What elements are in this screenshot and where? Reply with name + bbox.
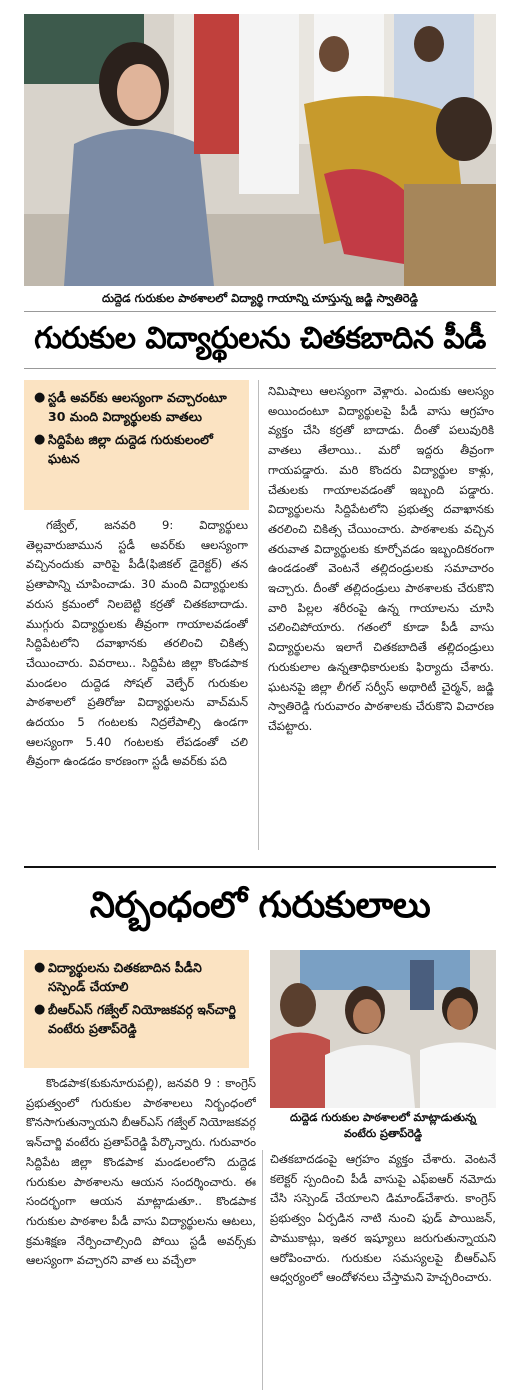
story2-photo (270, 950, 496, 1108)
highlight-item: ● స్టడీ అవర్‌కు ఆలస్యంగా వచ్చారంటూ 30 మంది విద్యార్థులకు వాతలు (34, 390, 227, 424)
headline-divider (24, 368, 496, 369)
story2-highlights-box (24, 950, 249, 1068)
bullet-icon: ● (34, 960, 46, 975)
highlight-item: ● బీఆర్ఎస్ గజ్వేల్ నియోజకవర్గ ఇన్‌చార్జి వంటేరు ప్రతాప్‌రెడ్డి (34, 1002, 236, 1036)
leader-visit-photo (270, 950, 496, 1108)
story1-body-left: గజ్వేల్, జనవరి 9: విద్యార్థులు తెల్లవారుజామున స్టడీ అవర్‌కు ఆలస్యంగా వచ్చినందుకు వారిపై పీడీ(ఫిజికల్ డైరెక్టర్) తన ప్రతాపాన్ని చూపించాడు. 30 మంది విద్యార్థులకు వరుస క్రమంలో నిలబెట్టి కర్రతో చితకబాదాడు. ముగ్గురు విద్యార్థులకు తీవ్రంగా గాయాలవడంతో సిద్దిపేటలోని దవాఖానకు తరలించి చికిత్స చేయించారు. వివరాలు.. సిద్దిపేట జిల్లా కొండపాక మండలం దుద్దెడ సోషల్ వెల్ఫేర్ గురుకుల పాఠశాలలో ప్రతిరోజు విద్యార్థులను వాచ్‌మన్ ఉదయం 5 గంటలకు నిద్రలేపాల్సి ఉండగా ఆలస్యంగా 5.40 గంటలకు లేపడంతో చలి తీవ్రంగా ఉండడం కారణంగా స్టడీ అవర్‌కు పది (26, 518, 248, 769)
section-divider (24, 866, 496, 868)
bullet-icon: ● (34, 390, 46, 405)
bullet-icon: ● (34, 432, 46, 447)
column-divider (258, 380, 259, 850)
bullet-icon: ● (34, 1002, 46, 1017)
story1-body-right: నిమిషాలు ఆలస్యంగా వెళ్లారు. ఎందుకు ఆలస్యం అయిందంటూ విద్యార్థులపై పీడీ వాసు ఆగ్రహం వ్యక్తం చేసి కర్రతో బాదాడు. దీంతో పలువురికి వాతలు తేలాయి.. మరో ఇద్దరు తీవ్రంగా గాయపడ్డారు. మరి కొందరు విద్యార్థుల కాళ్లు, చేతులకు గాయాలవడంతో ఇబ్బంది పడ్డారు. విద్యార్థులను సిద్దిపేటలోని ప్రభుత్వ దవాఖానకు తరలించి చికిత్స చేయించారు. పాఠశాలకు వచ్చిన తరువాత విద్యార్థులకు కూర్చోవడం ఇబ్బందికరంగా ఉండడంతో వెంటనే తల్లిదండ్రులకు సమాచారం ఇచ్చారు. దీంతో తల్లిదండ్రులు పాఠశాలకు చేరుకొని వారి పిల్లల శరీరంపై ఉన్న గాయాలను చూసి చలించిపోయారు. గతంలో కూడా పీడీ వాసు విద్యార్థులను ఇలాగే చితకబాదితే తల్లిదండ్రులు గురుకులాల ఉన్నతాధికారులకు ఫిర్యాదు చేశారు. ఘటనపై జిల్లా లీగల్ సర్వీస్ అథారిటీ చైర్మన్, జడ్జి స్వాతిరెడ్డి గురువారం పాఠశాలకు చేరుకొని విచారణ చేపట్టారు. (268, 384, 494, 733)
column-divider-2 (262, 1150, 263, 1390)
story1-photo-caption: దుద్దెడ గురుకుల పాఠశాలలో విద్యార్థి గాయాన్ని చూస్తున్న జడ్జి స్వాతిరెడ్డి (101, 291, 419, 305)
highlight-item: ● విద్యార్థులను చితకబాదిన పీడీని సస్పెండ్ చేయాలి (34, 960, 202, 994)
caption-divider (24, 311, 496, 312)
story2-photo-caption: దుద్దెడ గురుకుల పాఠశాలలో మాట్లాడుతున్న వంటేరు ప్రతాప్‌రెడ్డి (289, 1111, 477, 1140)
highlight-item: ● సిద్దిపేట జిల్లా దుద్దెడ గురుకులంలో ఘటన (34, 432, 213, 466)
story1-photo (24, 14, 496, 286)
story2-body-left: కొండపాక(కుకునూరుపల్లి), జనవరి 9 : కాంగ్రెస్ ప్రభుత్వంలో గురుకుల పాఠశాలలు నిర్బంధంలో కొనసాగుతున్నాయని బీఆర్ఎస్ గజ్వేల్ నియోజకవర్గ ఇన్‌చార్జి వంటేరు ప్రతాప్‌రెడ్డి పేర్కొన్నారు. గురువారం సిద్దిపేట జిల్లా కొండపాక మండలంలోని దుద్దెడ గురుకుల పాఠశాలను ఆయన సందర్శించారు. ఈ సందర్భంగా ఆయన మాట్లాడుతూ.. కొండపాక గురుకుల పాఠశాల పీడీ వాసు విద్యార్థులను ఆటలు, క్రమశిక్షణ నేర్పించాల్సింది పోయి స్టడీ అవర్స్‌కు ఆలస్యంగా వచ్చారని వాత లు వచ్చేలా (26, 1076, 256, 1268)
story2-body-right: చితకబాదడంపై ఆగ్రహం వ్యక్తం చేశారు. వెంటనే కలెక్టర్ స్పందించి పీడీ వాసుపై ఎఫ్ఐఆర్ నమోదు చేసి సస్పెండ్ చేయాలని డిమాండ్‌చేశారు. కాంగ్రెస్ ప్రభుత్వం ఏర్పడిన నాటి నుంచి ఫుడ్ పాయిజన్, పాముకాట్లు, ఇతర ఇష్యూలు జరుగుతున్నాయని ఆరోపించారు. గురుకుల సమస్యలపై బీఆర్ఎస్ ఆధ్వర్యంలో ఆందోళనలు చేస్తామని హెచ్చరించారు. (270, 1152, 496, 1285)
story1-headline: గురుకుల విద్యార్థులను చితకబాదిన పీడీ (34, 321, 486, 356)
story1-highlights-box (24, 380, 249, 510)
students-injury-photo (24, 14, 496, 286)
story2-headline: నిర్బంధంలో గురుకులాలు (89, 885, 431, 926)
